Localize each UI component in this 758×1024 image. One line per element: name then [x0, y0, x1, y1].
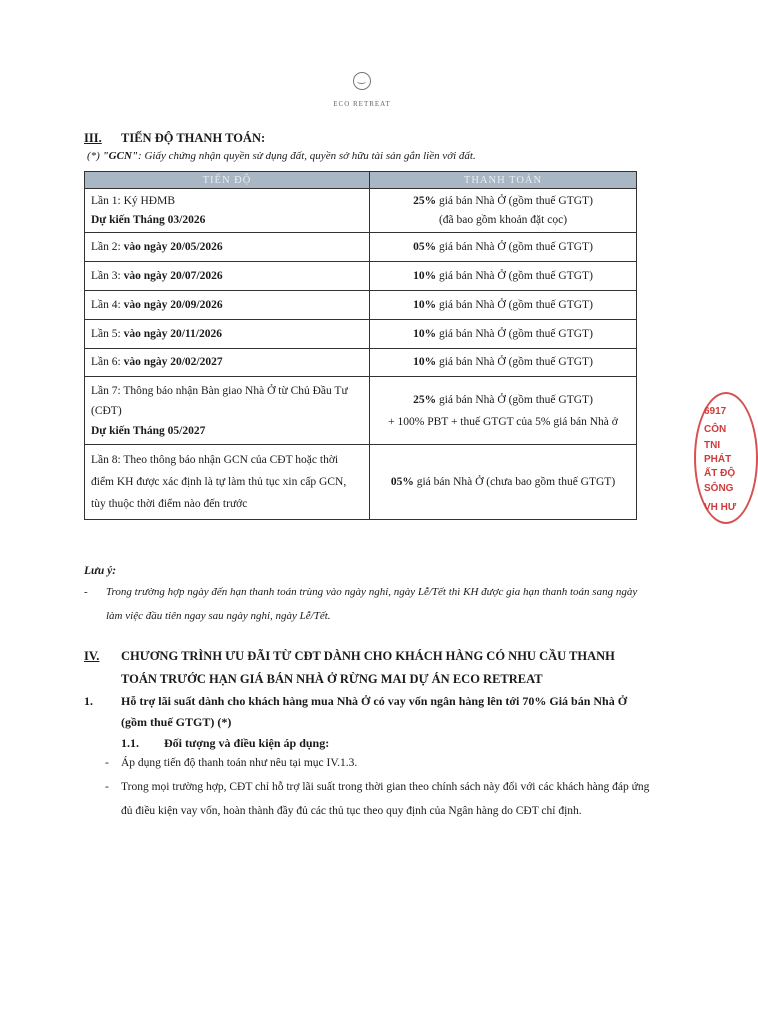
section-3-heading: [84, 131, 265, 146]
stamp-line: PHÁT: [704, 454, 732, 465]
progress-cell: Lần 3: vào ngày 20/07/2026: [85, 262, 370, 291]
stamp-line: TNI: [704, 440, 721, 451]
gcn-term: "GCN": [102, 150, 139, 162]
item-1-heading: [84, 691, 644, 733]
table-row: [85, 445, 637, 520]
stamp-line: 6917: [704, 406, 727, 417]
progress-cell: Lần 1: Ký HĐMB Dự kiến Tháng 03/2026: [85, 189, 370, 233]
list-dash: -: [105, 781, 109, 793]
payment-cell: 05% giá bán Nhà Ở (gồm thuế GTGT): [370, 233, 637, 262]
table-row: [85, 377, 637, 445]
subsection-1-1-heading: [121, 736, 329, 751]
subsection-title: Đối tượng và điều kiện áp dụng:: [164, 736, 330, 750]
gcn-prefix: (*): [87, 150, 103, 162]
payment-cell: 10% giá bán Nhà Ở (gồm thuế GTGT): [370, 262, 637, 291]
progress-cell: Lần 8: Theo thông báo nhận GCN của CĐT hoặc thời điểm KH được xác định là tự làm thủ tục xin cấp GCN, tùy thuộc thời điểm nào đến trước: [85, 445, 370, 520]
payment-cell: 25% giá bán Nhà Ở (gồm thuế GTGT) (đã bao gồm khoản đặt cọc): [370, 189, 637, 233]
note-item: [84, 580, 644, 628]
section-4-number: IV.: [84, 649, 100, 663]
section-4-title: CHƯƠNG TRÌNH ƯU ĐÃI TỪ CĐT DÀNH CHO KHÁCH HÀNG CÓ NHU CẦU THANH TOÁN TRƯỚC HẠN GIÁ BÁN NHÀ Ở RỪNG MAI DỰ ÁN ECO RETREAT: [121, 649, 615, 686]
payment-cell: 10% giá bán Nhà Ở (gồm thuế GTGT): [370, 349, 637, 377]
stamp-line: ẤT ĐỘ: [704, 468, 736, 479]
stamp-line: SÔNG: [704, 483, 734, 494]
section-4-heading: [84, 645, 644, 691]
payment-schedule-table: [84, 171, 637, 520]
gcn-def: : Giấy chứng nhận quyền sử dụng đất, quyền sở hữu tài sản gắn liền với đất.: [138, 150, 476, 162]
note-dash: -: [84, 586, 88, 598]
subsection-number: 1.1.: [121, 736, 139, 750]
progress-cell: Lần 2: vào ngày 20/05/2026: [85, 233, 370, 262]
gcn-definition: [87, 150, 476, 162]
table-header-row: [85, 172, 637, 189]
payment-cell: 10% giá bán Nhà Ở (gồm thuế GTGT): [370, 291, 637, 320]
eco-retreat-logo: [333, 72, 391, 108]
table-row: [85, 349, 637, 377]
leaf-icon: [353, 72, 371, 90]
payment-cell: 05% giá bán Nhà Ở (chưa bao gồm thuế GTGT): [370, 445, 637, 520]
section-3-number: III.: [84, 131, 102, 145]
progress-cell: Lần 5: vào ngày 20/11/2026: [85, 320, 370, 349]
progress-cell: Lần 7: Thông báo nhận Bàn giao Nhà Ở từ Chủ Đầu Tư (CĐT) Dự kiến Tháng 05/2027: [85, 377, 370, 445]
section-3-title: TIẾN ĐỘ THANH TOÁN:: [121, 131, 266, 145]
list-item-text: Trong mọi trường hợp, CĐT chỉ hỗ trợ lãi suất trong thời gian theo chính sách này đối với các khách hàng đáp ứng đủ điều kiện vay vốn, hoàn thành đầy đủ các thủ tục theo quy định của Ngân hàng do CĐT chỉ định.: [121, 781, 650, 817]
table-row: [85, 291, 637, 320]
list-item-text: Áp dụng tiến độ thanh toán như nêu tại mục IV.1.3.: [121, 757, 358, 769]
item-1-number: 1.: [84, 694, 93, 708]
table-row: [85, 320, 637, 349]
payment-cell: 10% giá bán Nhà Ở (gồm thuế GTGT): [370, 320, 637, 349]
note-text: Trong trường hợp ngày đến hạn thanh toán trùng vào ngày nghỉ, ngày Lễ/Tết thì KH được gia hạn thanh toán sang ngày làm việc đầu tiên ngay sau ngày nghỉ, ngày Lễ/Tết.: [106, 586, 638, 622]
logo-text: ECO RETREAT: [333, 100, 391, 108]
stamp-line: VH HƯ: [704, 502, 737, 513]
list-item: [105, 775, 650, 823]
note-label: Lưu ý:: [84, 565, 117, 577]
company-seal-stamp: [694, 392, 754, 522]
table-row: [85, 262, 637, 291]
list-dash: -: [105, 757, 109, 769]
progress-cell: Lần 6: vào ngày 20/02/2027: [85, 349, 370, 377]
payment-cell: 25% giá bán Nhà Ở (gồm thuế GTGT) + 100% PBT + thuế GTGT của 5% giá bán Nhà ở: [370, 377, 637, 445]
table-row: [85, 233, 637, 262]
stamp-line: CÔN: [704, 424, 727, 435]
progress-cell: Lần 4: vào ngày 20/09/2026: [85, 291, 370, 320]
table-row: [85, 189, 637, 233]
list-item: [105, 751, 650, 775]
item-1-text: Hỗ trợ lãi suất dành cho khách hàng mua Nhà Ở có vay vốn ngân hàng lên tới 70% Giá bán Nhà Ở (gồm thuế GTGT) (*): [121, 694, 628, 729]
header-payment: THANH TOÁN: [370, 172, 637, 189]
header-progress: TIẾN ĐỘ: [85, 172, 370, 189]
